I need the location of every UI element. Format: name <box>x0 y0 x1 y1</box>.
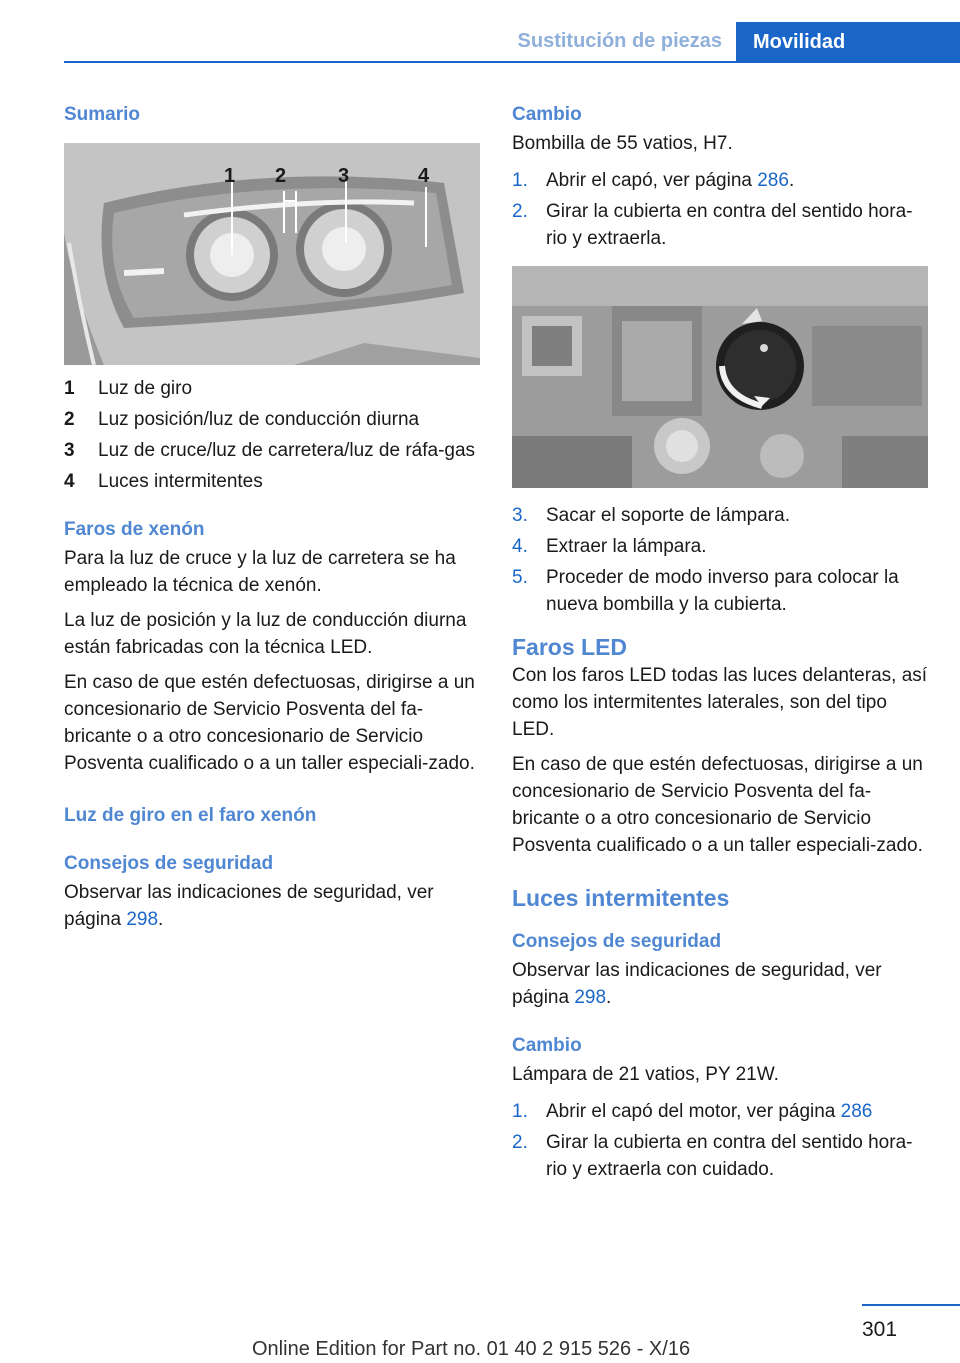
page-number: 301 <box>862 1318 898 1341</box>
step-text: Abrir el capó, ver página 286. <box>546 170 795 191</box>
step-text: Girar la cubierta en contra del sentido hora‐rio y extraerla con cuidado. <box>546 1132 913 1180</box>
header-rule <box>64 61 960 63</box>
xenon-paragraph-2: La luz de posición y la luz de conducción diurna están fabricadas con la técnica LED. <box>64 610 467 658</box>
step-item <box>512 533 928 560</box>
legend-text: Luz posición/luz de conducción diurna <box>98 409 420 430</box>
giro-heading: Luz de giro en el faro xenón <box>64 805 317 826</box>
edition-footer: Online Edition for Part no. 01 40 2 915 526 - X/16 <box>252 1338 691 1360</box>
left-column <box>64 100 480 933</box>
safety-heading-right: Consejos de seguridad <box>512 931 722 952</box>
step-text: Abrir el capó del motor, ver página 286 <box>546 1101 873 1122</box>
cambio-text: Bombilla de 55 vatios, H7. <box>512 133 733 154</box>
legend-number: 4 <box>64 471 75 492</box>
step-text: Sacar el soporte de lámpara. <box>546 505 790 526</box>
cambio2-heading: Cambio <box>512 1035 582 1056</box>
figure-legend <box>64 375 480 495</box>
step-text: Girar la cubierta en contra del sentido hora‐rio y extraerla. <box>546 201 913 249</box>
step-item <box>512 1098 928 1125</box>
step-item <box>512 502 928 529</box>
step-item <box>512 198 928 252</box>
step-item <box>512 564 928 618</box>
step-number: 1. <box>512 170 528 191</box>
sumario-heading: Sumario <box>64 104 141 125</box>
legend-number: 3 <box>64 440 75 461</box>
page-link-286[interactable]: 286 <box>840 1101 873 1122</box>
header-section-title: Sustitución de piezas <box>517 30 722 52</box>
figure-label-2: 2 <box>275 165 287 187</box>
step-number: 5. <box>512 567 528 588</box>
cambio2-text: Lámpara de 21 vatios, PY 21W. <box>512 1064 779 1085</box>
page-link-298[interactable]: 298 <box>574 987 607 1008</box>
led-heading: Faros LED <box>512 634 628 660</box>
engine-bay-figure <box>512 266 928 488</box>
steps-list-c <box>512 1098 928 1183</box>
page-link-298[interactable]: 298 <box>126 909 159 930</box>
step-number: 1. <box>512 1101 528 1122</box>
intermitentes-heading: Luces intermitentes <box>512 885 730 911</box>
step-number: 3. <box>512 505 528 526</box>
figure-label-1: 1 <box>224 165 236 187</box>
steps-list-a <box>512 167 928 252</box>
right-column <box>512 100 928 1187</box>
xenon-paragraph-1: Para la luz de cruce y la luz de carretera se ha empleado la técnica de xenón. <box>64 548 456 596</box>
engine-bay-illustration <box>512 266 928 488</box>
legend-text: Luz de cruce/luz de carretera/luz de ráfa‐gas <box>98 440 476 461</box>
safety-heading: Consejos de seguridad <box>64 853 274 874</box>
step-text: Proceder de modo inverso para colocar la nueva bombilla y la cubierta. <box>546 567 899 615</box>
step-item <box>512 167 928 194</box>
step-number: 2. <box>512 1132 528 1153</box>
header-chapter-tab[interactable] <box>736 22 960 62</box>
led-paragraph-2: En caso de que estén defectuosas, dirigirse a un concesionario de Servicio Posventa del fa‐bricante o a otro concesionario de Servicio Posventa cualificado o a un taller especiali‐zado. <box>512 754 923 856</box>
step-text: Extraer la lámpara. <box>546 536 707 557</box>
xenon-paragraph-3: En caso de que estén defectuosas, dirigirse a un concesionario de Servicio Posventa del fa‐bricante o a otro concesionario de Servicio Posventa cualificado o a un taller especiali‐zado. <box>64 672 475 774</box>
safety-text: Observar las indicaciones de seguridad, ver página 298. <box>64 882 434 930</box>
legend-number: 1 <box>64 378 75 399</box>
legend-text: Luz de giro <box>98 378 193 399</box>
headlight-figure <box>64 143 480 365</box>
step-number: 2. <box>512 201 528 222</box>
header-chapter-label: Movilidad <box>753 30 846 53</box>
led-paragraph-1: Con los faros LED todas las luces delanteras, así como los intermitentes laterales, son del tipo LED. <box>512 665 928 740</box>
cambio-heading: Cambio <box>512 104 582 125</box>
xenon-heading: Faros de xenón <box>64 519 205 540</box>
step-item <box>512 1129 928 1183</box>
step-number: 4. <box>512 536 528 557</box>
safety-text-right: Observar las indicaciones de seguridad, ver página 298. <box>512 960 882 1008</box>
page-link-286[interactable]: 286 <box>757 170 789 191</box>
legend-item <box>64 375 480 402</box>
legend-item <box>64 406 480 433</box>
figure-label-4: 4 <box>418 165 430 187</box>
legend-text: Luces intermitentes <box>98 471 263 492</box>
steps-list-b <box>512 502 928 618</box>
footer-rule <box>862 1304 960 1306</box>
legend-number: 2 <box>64 409 75 430</box>
figure-label-3: 3 <box>338 165 350 187</box>
legend-item <box>64 468 480 495</box>
legend-item <box>64 437 480 464</box>
